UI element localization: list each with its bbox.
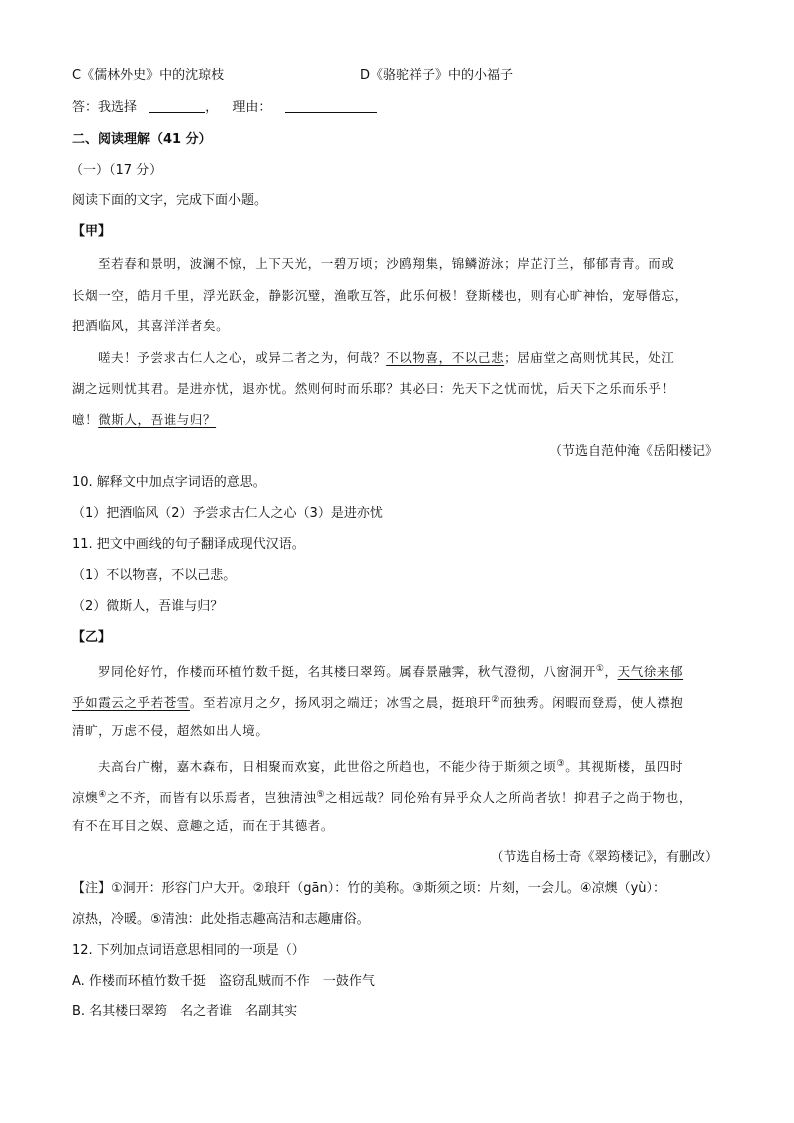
section-title: 二、阅读理解（41 分） — [72, 132, 212, 147]
yi-text: 罗同伦好竹，作楼而环植竹数千挺，名其楼曰翠筠。属春景融霁，秋气澄彻，八窗洞开 — [98, 664, 596, 680]
jia-p1-line2: 长烟一空，皓月千里，浮光跃金，静影沉璧，渔歌互答，此乐何极！登斯楼也，则有心旷神怡，宠辱偕忘， — [72, 288, 688, 303]
q12-option-a[interactable]: A. 作楼而环植竹数千挺 盗窃乱贼而不作 一鼓作气 — [72, 974, 375, 989]
yi-comma: ， — [604, 664, 618, 680]
yi-p2-line2 — [72, 785, 692, 808]
jia-p2-line1 — [98, 348, 674, 368]
notes-line2: 凉热，冷暖。⑤清浊：此处指志趣高洁和志趣庸俗。 — [72, 912, 370, 927]
note-mark-4: ④ — [98, 790, 107, 800]
yi-p2-line3: 有不在耳目之娱、意趣之适，而在于其德者。 — [72, 818, 335, 833]
answer-label: 答：我选择 — [72, 100, 138, 115]
yi-p1-line3: 清旷，万虑不侵，超然如出人境。 — [72, 723, 269, 738]
note-mark-1: ① — [595, 664, 605, 674]
yi-text-3: 而独秀。闲暇而登焉，使人襟抱 — [499, 695, 684, 711]
q12-title: 12. 下列加点词语意思相同的一项是（） — [72, 943, 305, 958]
yi-p2-text-cont: 。其视斯楼，虽四时 — [565, 759, 684, 775]
q10-items: （1）把酒临风（2）予尝求古仁人之心（3）是进亦忧 — [72, 506, 383, 521]
note-mark-5: ⑤ — [316, 790, 326, 800]
yi-p2-line1 — [98, 754, 683, 777]
part-title: （一）（17 分） — [70, 163, 163, 178]
note-mark-2: ② — [491, 695, 500, 705]
jia-p2-text-cont: ；居庙堂之高则忧其民，处江 — [504, 350, 675, 365]
option-d: D《骆驼祥子》中的小福子 — [360, 68, 514, 83]
q10-title: 10. 解释文中加点字词语的意思。 — [72, 475, 266, 490]
yi-p2-word: 凉燠 — [72, 790, 99, 806]
jia-p2-line3 — [72, 410, 216, 430]
underlined-sentence-3: 天气徐来郁 — [617, 664, 684, 680]
yi-label: 【乙】 — [72, 630, 112, 645]
note-mark-3: ③ — [556, 759, 566, 769]
yi-p1-line2 — [72, 690, 683, 713]
q11-item1: （1）不以物喜，不以己悲。 — [72, 568, 237, 583]
underlined-sentence-3-cont: 乎如霞云之乎若苍雪 — [72, 695, 190, 711]
yi-p2-post: 之相远哉？同伦殆有异乎众人之所尚者欤！抑君子之尚于物也， — [325, 790, 692, 806]
jia-p2-line2: 湖之远则忧其君。是进亦忧，退亦忧。然则何时而乐耶？其必曰：先天下之忧而忧，后天下之乐而乐乎！ — [72, 381, 675, 396]
yi-p1-line1 — [98, 659, 683, 682]
underlined-sentence-1: 不以物喜，不以己悲 — [386, 350, 505, 365]
notes-line1: 【注】①洞开：形容门户大开。②琅玕（gān）：竹的美称。③斯须之顷：片刻，一会儿。④凉燠（yù）： — [72, 881, 667, 896]
jia-source: （节选自范仲淹《岳阳楼记》 — [548, 444, 718, 459]
q11-item2: （2）微斯人，吾谁与归？ — [72, 599, 224, 614]
instruction: 阅读下面的文字，完成下面小题。 — [72, 193, 268, 208]
choice-blank[interactable] — [149, 98, 205, 113]
jia-p2-text: 嗟夫！予尝求古仁人之心，或异二者之为，何哉？ — [98, 350, 387, 365]
yi-text-2: 。至若凉月之夕，扬风羽之端迂；冰雪之晨，挺琅玕 — [189, 695, 492, 711]
reason-label: 理由： — [232, 100, 272, 115]
reason-blank[interactable] — [285, 98, 377, 113]
option-c: C《儒林外史》中的沈琼枝 — [72, 68, 225, 83]
q11-title: 11. 把文中画线的句子翻译成现代汉语。 — [72, 537, 305, 552]
answer-comma: ， — [205, 100, 219, 115]
q12-option-b[interactable]: B. 名其楼曰翠筠 名之者谁 名副其实 — [72, 1004, 298, 1019]
jia-p1-line3: 把酒临风，其喜洋洋者矣。 — [72, 318, 230, 333]
jia-p2-exclaim: 噫！ — [72, 412, 99, 427]
yi-p2-mid: 之不齐，而皆有以乐焉者，岂独清浊 — [106, 790, 317, 806]
yi-source: （节选自杨士奇《翠筠楼记》，有删改） — [490, 850, 718, 865]
jia-label: 【甲】 — [72, 224, 112, 239]
answer-line — [72, 98, 377, 118]
jia-p1-line1: 至若春和景明，波澜不惊，上下天光，一碧万顷；沙鸥翔集，锦鳞游泳；岸芷汀兰，郁郁青青。而或 — [98, 256, 675, 271]
underlined-sentence-2: 微斯人，吾谁与归？ — [98, 412, 217, 427]
yi-p2-text: 夫高台广榭，嘉木森布，日相聚而欢宴，此世俗之所趋也，不能少待于斯须之顷 — [98, 759, 557, 775]
